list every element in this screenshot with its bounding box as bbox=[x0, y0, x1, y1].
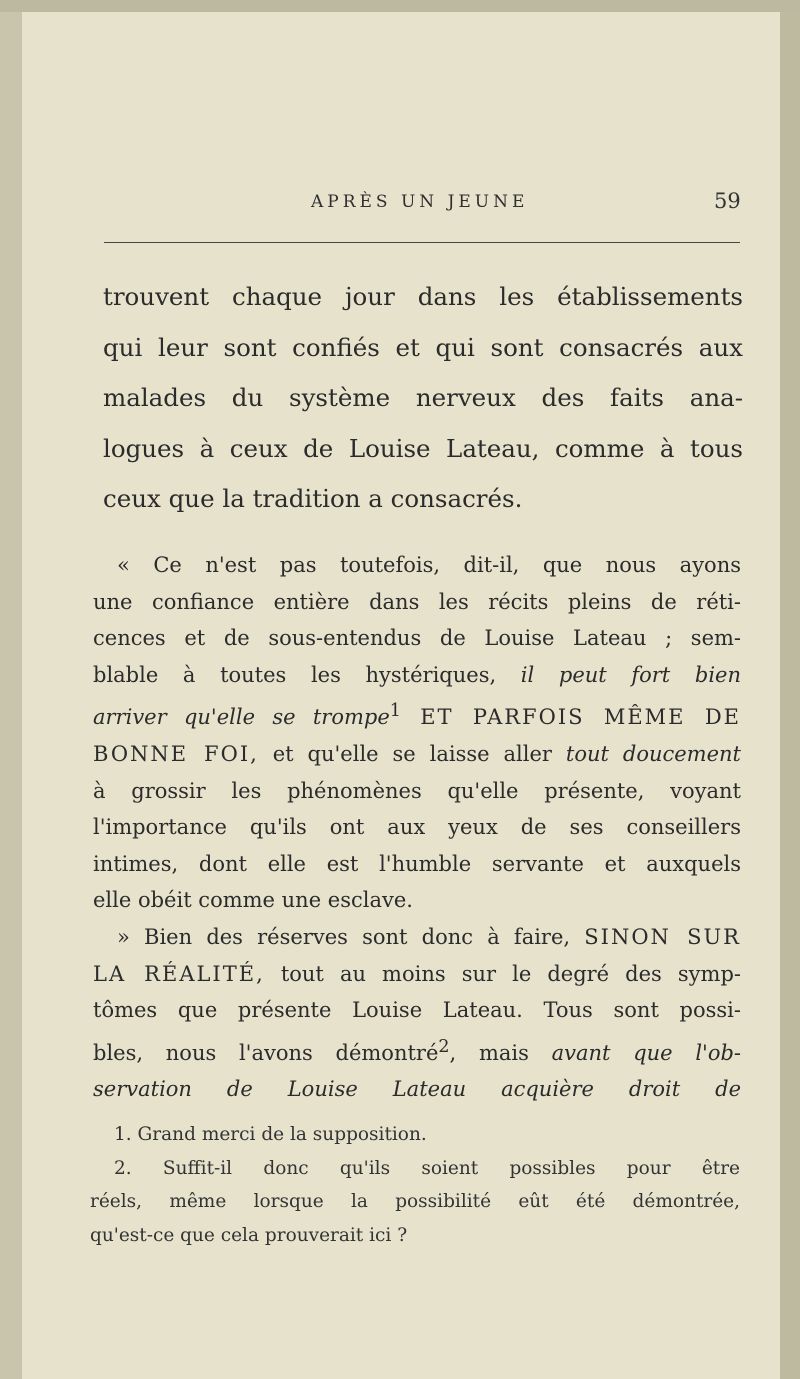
footnote-2-cont: réels, même lorsque la possibilité eût été démontrée, bbox=[90, 1191, 740, 1212]
quote-line bbox=[93, 657, 741, 694]
quote-text: bles, nous l'avons démontré bbox=[93, 1040, 439, 1065]
quote-line: intimes, dont elle est l'humble servante et auxquels bbox=[93, 851, 741, 876]
quote-line: l'importance qu'ils ont aux yeux de ses conseillers bbox=[93, 815, 741, 840]
quote-line bbox=[93, 956, 741, 993]
quote-text: , mais bbox=[449, 1040, 552, 1065]
header-rule bbox=[104, 242, 740, 243]
footnote-ref: 1 bbox=[389, 701, 401, 722]
quote-line: elle obéit comme une esclave. bbox=[93, 888, 413, 913]
quote-line bbox=[93, 736, 741, 773]
footnote-1: 1. Grand merci de la supposition. bbox=[114, 1124, 427, 1145]
quote-text: et qu'elle se laisse aller bbox=[258, 741, 566, 766]
body-line: qui leur sont confiés et qui sont consacrés aux bbox=[103, 332, 743, 362]
page-top-edge bbox=[0, 0, 800, 12]
quote-small-caps: LA RÉALITÉ, bbox=[93, 961, 265, 986]
quote-text: » Bien des réserves sont donc à faire, bbox=[117, 924, 585, 949]
quote-line bbox=[93, 919, 741, 956]
quote-line bbox=[93, 693, 741, 736]
body-line: ceux que la tradition a consacrés. bbox=[103, 484, 523, 513]
footnote-ref: 2 bbox=[438, 1036, 450, 1057]
quote-line: à grossir les phénomènes qu'elle présente, voyant bbox=[93, 778, 741, 803]
quote-text: tout au moins sur le degré des symp- bbox=[264, 961, 741, 986]
quote-line: tômes que présente Louise Lateau. Tous sont possi- bbox=[93, 998, 741, 1023]
footnote-2-end: qu'est-ce que cela prouverait ici ? bbox=[90, 1224, 408, 1246]
body-paragraph bbox=[103, 272, 743, 525]
page-header bbox=[0, 189, 800, 222]
quote-italic: avant que l'ob- bbox=[551, 1040, 742, 1065]
footnote-2: 2. Suffit-il donc qu'ils soient possibles pour être bbox=[114, 1157, 740, 1179]
quote-line: cences et de sous-entendus de Louise Lateau ; sem- bbox=[93, 626, 741, 651]
quote-line: servation de Louise Lateau acquière droit de bbox=[93, 1077, 741, 1102]
page-number: 59 bbox=[714, 189, 741, 213]
quote-text: blable à toutes les hystériques, bbox=[93, 662, 521, 687]
quote-small-caps: BONNE FOI, bbox=[93, 741, 259, 766]
quote-line bbox=[93, 1029, 741, 1072]
quotation-block bbox=[93, 547, 741, 1108]
footnotes bbox=[90, 1118, 740, 1252]
body-line: trouvent chaque jour dans les établissements bbox=[103, 282, 743, 311]
body-line: logues à ceux de Louise Lateau, comme à tous bbox=[103, 433, 743, 463]
body-line: malades du système nerveux des faits ana- bbox=[103, 383, 743, 412]
quote-line: « Ce n'est pas toutefois, dit-il, que nous ayons bbox=[117, 553, 741, 577]
quote-small-caps: ET PARFOIS MÊME DE bbox=[400, 705, 741, 730]
quote-italic: arriver qu'elle se trompe bbox=[93, 705, 390, 730]
quote-small-caps: SINON SUR bbox=[584, 924, 741, 949]
quote-italic: tout doucement bbox=[565, 741, 741, 766]
quote-italic: il peut fort bien bbox=[520, 662, 741, 687]
quote-line: une confiance entière dans les récits pleins de réti- bbox=[93, 589, 741, 614]
running-head: APRÈS UN JEUNE bbox=[311, 192, 529, 212]
